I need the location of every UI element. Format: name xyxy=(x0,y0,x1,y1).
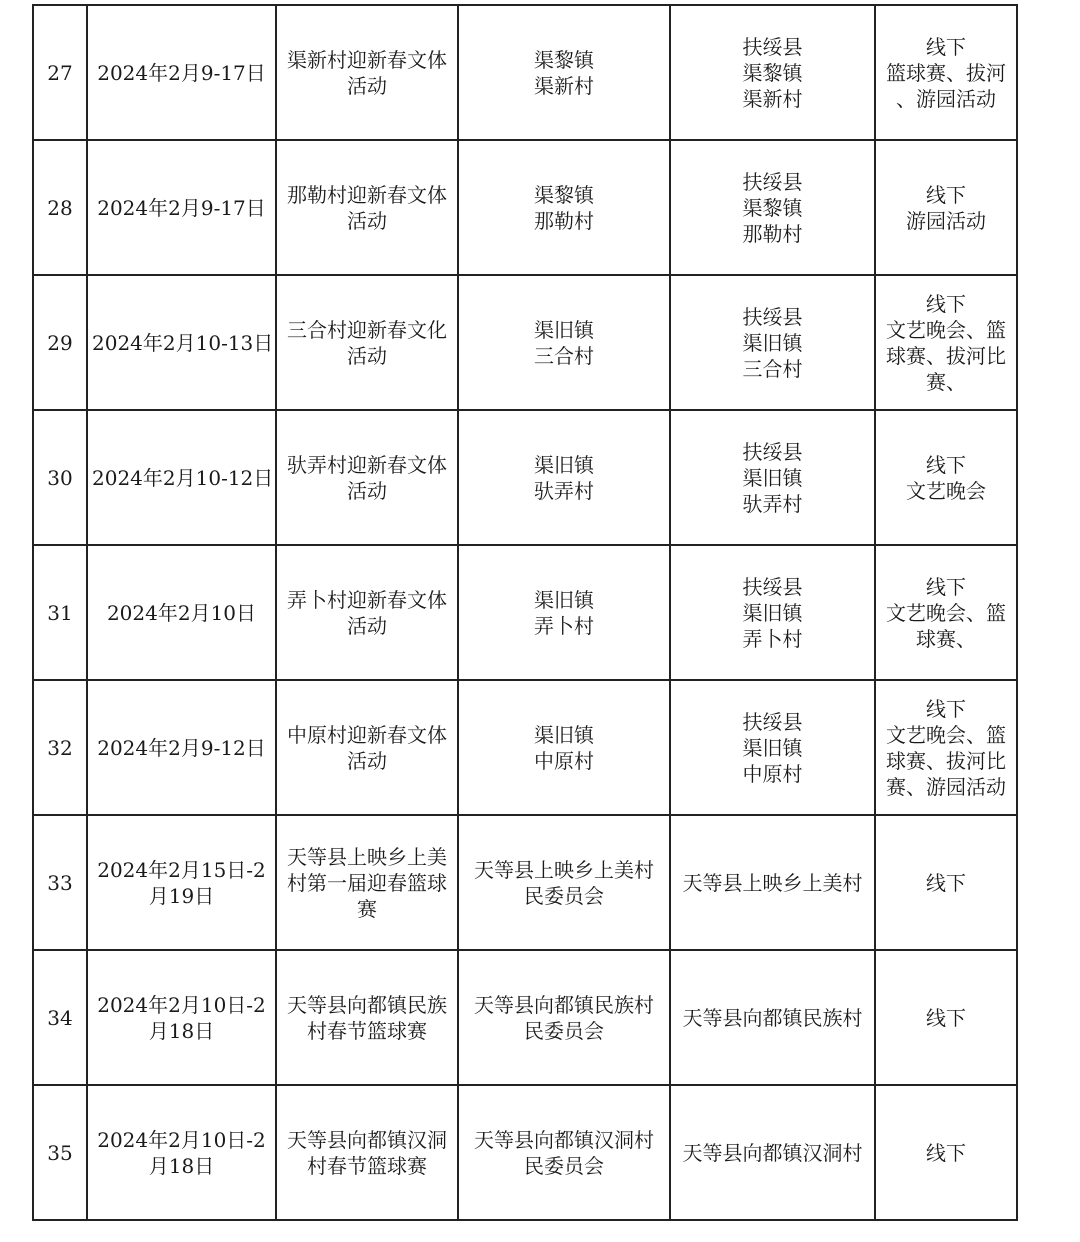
row-number-cell: 35 xyxy=(33,1085,87,1220)
date-line: 2024年2月9-17日 xyxy=(97,195,266,220)
location-cell xyxy=(670,815,875,950)
activity-form-line: 游园活动 xyxy=(906,208,986,233)
location-line: 驮弄村 xyxy=(742,491,803,516)
table-body xyxy=(33,5,1017,1220)
date-line: 2024年2月10日 xyxy=(106,600,257,625)
location-cell xyxy=(670,545,875,680)
location-line: 渠黎镇 xyxy=(742,195,803,220)
activity-table xyxy=(32,4,1018,1221)
location-line: 渠旧镇 xyxy=(742,330,803,355)
activity-name-line: 村春节篮球赛 xyxy=(307,1018,427,1043)
activity-form-line: 篮球赛、拔河 xyxy=(886,60,1006,85)
organizer-cell xyxy=(458,680,670,815)
organizer-cell xyxy=(458,950,670,1085)
activity-form-cell xyxy=(875,5,1017,140)
table-row xyxy=(33,680,1017,815)
activity-form-line: 线下 xyxy=(926,452,966,477)
organizer-line: 渠旧镇 xyxy=(534,452,594,477)
table-row xyxy=(33,950,1017,1085)
location-line: 扶绥县 xyxy=(742,34,803,59)
activity-name-line: 村第一届迎春篮球 xyxy=(287,870,447,895)
activity-name-line: 那勒村迎新春文体 xyxy=(287,182,447,207)
activity-name-line: 渠新村迎新春文体 xyxy=(287,47,447,72)
date-line: 月18日 xyxy=(148,1153,215,1178)
table-row xyxy=(33,140,1017,275)
organizer-line: 渠黎镇 xyxy=(534,47,594,72)
activity-name-line: 三合村迎新春文化 xyxy=(287,317,447,342)
location-line: 三合村 xyxy=(742,356,803,381)
location-line: 弄卜村 xyxy=(742,626,803,651)
organizer-line: 渠旧镇 xyxy=(534,722,594,747)
activity-name-cell xyxy=(276,140,458,275)
location-line: 天等县向都镇民族村 xyxy=(682,1005,863,1030)
activity-form-line: 球赛、拔河比 xyxy=(886,748,1006,773)
location-cell xyxy=(670,680,875,815)
activity-form-line: 文艺晚会 xyxy=(906,478,986,503)
activity-form-cell xyxy=(875,140,1017,275)
activity-form-cell xyxy=(875,1085,1017,1220)
organizer-line: 天等县向都镇民族村 xyxy=(474,992,654,1017)
row-number-cell: 30 xyxy=(33,410,87,545)
organizer-line: 民委员会 xyxy=(524,1018,604,1043)
organizer-cell xyxy=(458,140,670,275)
organizer-cell xyxy=(458,5,670,140)
activity-name-line: 天等县上映乡上美 xyxy=(287,844,447,869)
date-cell xyxy=(87,545,276,680)
activity-form-line: 线下 xyxy=(926,34,966,59)
activity-name-cell xyxy=(276,545,458,680)
activity-table-container xyxy=(32,4,1016,1221)
table-row xyxy=(33,275,1017,410)
date-cell xyxy=(87,410,276,545)
organizer-line: 弄卜村 xyxy=(534,613,594,638)
activity-form-line: 、游园活动 xyxy=(896,86,996,111)
activity-form-line: 赛、游园活动 xyxy=(886,774,1006,799)
organizer-cell xyxy=(458,1085,670,1220)
table-row xyxy=(33,1085,1017,1220)
activity-form-cell xyxy=(875,815,1017,950)
table-row xyxy=(33,545,1017,680)
row-number-cell: 28 xyxy=(33,140,87,275)
location-line: 扶绥县 xyxy=(742,709,803,734)
date-line: 月19日 xyxy=(148,883,215,908)
row-number-cell: 29 xyxy=(33,275,87,410)
row-number-cell: 27 xyxy=(33,5,87,140)
activity-form-cell xyxy=(875,410,1017,545)
activity-form-cell xyxy=(875,275,1017,410)
date-line: 2024年2月9-17日 xyxy=(97,60,266,85)
activity-name-line: 赛 xyxy=(357,896,377,921)
activity-form-line: 球赛、拔河比 xyxy=(886,343,1006,368)
activity-name-line: 活动 xyxy=(347,73,387,98)
organizer-line: 三合村 xyxy=(534,343,594,368)
location-cell xyxy=(670,140,875,275)
location-line: 渠旧镇 xyxy=(742,465,803,490)
location-line: 扶绥县 xyxy=(742,169,803,194)
date-cell xyxy=(87,5,276,140)
activity-name-cell xyxy=(276,680,458,815)
activity-form-line: 赛、 xyxy=(926,369,966,394)
activity-form-line: 线下 xyxy=(926,574,966,599)
location-line: 扶绥县 xyxy=(742,574,803,599)
activity-form-cell xyxy=(875,545,1017,680)
date-line: 2024年2月9-12日 xyxy=(97,735,266,760)
activity-name-line: 村春节篮球赛 xyxy=(307,1153,427,1178)
location-line: 渠新村 xyxy=(742,86,803,111)
organizer-line: 渠新村 xyxy=(534,73,594,98)
activity-form-cell xyxy=(875,950,1017,1085)
organizer-line: 渠旧镇 xyxy=(534,317,594,342)
activity-name-line: 活动 xyxy=(347,613,387,638)
activity-form-line: 文艺晚会、篮 xyxy=(886,317,1006,342)
activity-form-line: 线下 xyxy=(926,291,966,316)
date-line: 月18日 xyxy=(148,1018,215,1043)
activity-name-cell xyxy=(276,950,458,1085)
activity-name-cell xyxy=(276,5,458,140)
activity-name-line: 天等县向都镇民族 xyxy=(287,992,447,1017)
location-line: 扶绥县 xyxy=(742,304,803,329)
organizer-line: 民委员会 xyxy=(524,883,604,908)
activity-form-line: 线下 xyxy=(926,1005,966,1030)
activity-name-cell xyxy=(276,815,458,950)
table-row xyxy=(33,5,1017,140)
activity-name-line: 弄卜村迎新春文体 xyxy=(287,587,447,612)
row-number-cell: 32 xyxy=(33,680,87,815)
organizer-line: 渠黎镇 xyxy=(534,182,594,207)
date-cell xyxy=(87,950,276,1085)
organizer-line: 那勒村 xyxy=(534,208,594,233)
activity-name-line: 活动 xyxy=(347,748,387,773)
activity-form-line: 球赛、 xyxy=(916,626,976,651)
date-line: 2024年2月15日-2 xyxy=(97,857,266,882)
table-row xyxy=(33,815,1017,950)
organizer-line: 驮弄村 xyxy=(534,478,594,503)
date-cell xyxy=(87,815,276,950)
table-row xyxy=(33,410,1017,545)
activity-form-line: 线下 xyxy=(926,1140,966,1165)
location-cell xyxy=(670,275,875,410)
location-cell xyxy=(670,1085,875,1220)
row-number-cell: 34 xyxy=(33,950,87,1085)
date-line: 2024年2月10-12日 xyxy=(92,465,274,490)
location-line: 渠旧镇 xyxy=(742,600,803,625)
organizer-cell xyxy=(458,410,670,545)
organizer-cell xyxy=(458,275,670,410)
organizer-line: 天等县上映乡上美村 xyxy=(474,857,654,882)
activity-form-cell xyxy=(875,680,1017,815)
organizer-line: 中原村 xyxy=(534,748,594,773)
organizer-line: 民委员会 xyxy=(524,1153,604,1178)
location-line: 扶绥县 xyxy=(742,439,803,464)
activity-name-line: 活动 xyxy=(347,478,387,503)
location-line: 天等县上映乡上美村 xyxy=(682,870,863,895)
activity-form-line: 线下 xyxy=(926,182,966,207)
date-line: 2024年2月10日-2 xyxy=(97,992,266,1017)
activity-name-line: 驮弄村迎新春文体 xyxy=(287,452,447,477)
location-cell xyxy=(670,950,875,1085)
row-number-cell: 31 xyxy=(33,545,87,680)
activity-name-cell xyxy=(276,1085,458,1220)
activity-name-cell xyxy=(276,410,458,545)
activity-name-line: 中原村迎新春文体 xyxy=(287,722,447,747)
location-line: 渠旧镇 xyxy=(742,735,803,760)
date-line: 2024年2月10日-2 xyxy=(97,1127,266,1152)
activity-form-line: 线下 xyxy=(926,870,966,895)
activity-name-line: 活动 xyxy=(347,208,387,233)
row-number-cell: 33 xyxy=(33,815,87,950)
location-line: 渠黎镇 xyxy=(742,60,803,85)
location-cell xyxy=(670,410,875,545)
activity-name-line: 天等县向都镇汉洞 xyxy=(287,1127,447,1152)
date-cell xyxy=(87,275,276,410)
date-cell xyxy=(87,680,276,815)
date-line: 2024年2月10-13日 xyxy=(92,330,274,355)
date-cell xyxy=(87,140,276,275)
activity-name-cell xyxy=(276,275,458,410)
organizer-line: 天等县向都镇汉洞村 xyxy=(474,1127,654,1152)
activity-form-line: 文艺晚会、篮 xyxy=(886,600,1006,625)
organizer-cell xyxy=(458,815,670,950)
activity-form-line: 文艺晚会、篮 xyxy=(886,722,1006,747)
date-cell xyxy=(87,1085,276,1220)
location-line: 天等县向都镇汉洞村 xyxy=(682,1140,863,1165)
organizer-line: 渠旧镇 xyxy=(534,587,594,612)
location-line: 中原村 xyxy=(742,761,803,786)
activity-name-line: 活动 xyxy=(347,343,387,368)
location-cell xyxy=(670,5,875,140)
activity-form-line: 线下 xyxy=(926,696,966,721)
organizer-cell xyxy=(458,545,670,680)
location-line: 那勒村 xyxy=(742,221,803,246)
